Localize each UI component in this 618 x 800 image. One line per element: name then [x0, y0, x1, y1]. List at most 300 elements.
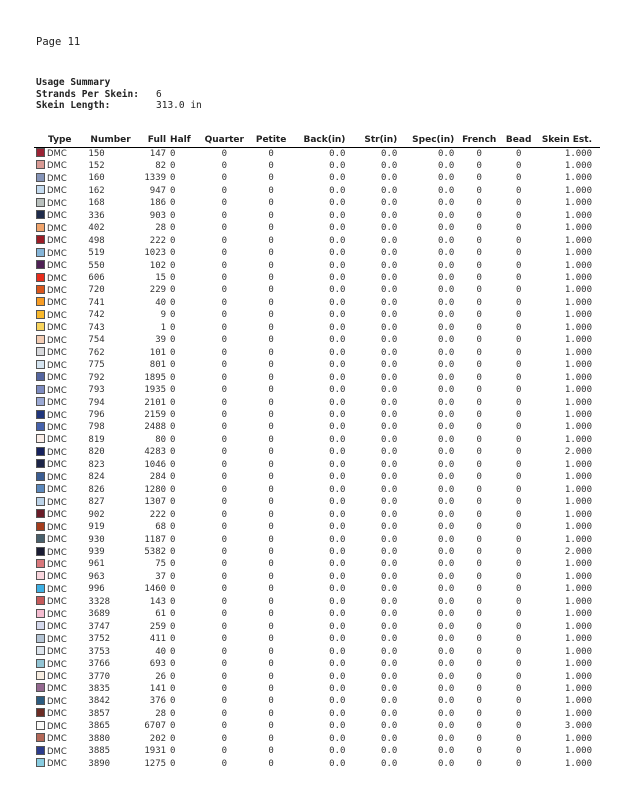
french-count: 0: [476, 509, 482, 520]
quarter-count: 0: [221, 609, 227, 620]
petite-count: 0: [268, 733, 274, 744]
petite-count: 0: [268, 160, 274, 171]
half-count: 0: [170, 285, 176, 296]
back-length: 0.0: [329, 659, 346, 670]
half-count: 0: [170, 422, 176, 433]
back-length: 0.0: [329, 160, 346, 171]
french-count: 0: [476, 584, 482, 595]
quarter-count: 0: [221, 671, 227, 682]
spec-length: 0.0: [438, 609, 455, 620]
skein-estimate: 3.000: [564, 721, 592, 732]
thread-number: 162: [88, 185, 105, 196]
type-cell: [34, 335, 86, 347]
petite-count: 0: [268, 173, 274, 184]
thread-type: DMC: [47, 746, 67, 757]
color-swatch: [36, 397, 45, 406]
half-count: 0: [170, 434, 176, 445]
quarter-count: 0: [221, 322, 227, 333]
spec-length: 0.0: [438, 360, 455, 371]
thread-type: DMC: [47, 659, 67, 670]
back-length: 0.0: [329, 571, 346, 582]
quarter-count: 0: [221, 173, 227, 184]
str-length: 0.0: [381, 509, 398, 520]
table-row: [34, 484, 600, 496]
back-length: 0.0: [329, 210, 346, 221]
half-count: 0: [170, 746, 176, 757]
full-count: 28: [155, 223, 167, 234]
full-count: 1935: [144, 385, 167, 396]
thread-type: DMC: [47, 248, 67, 259]
col-bead: Bead: [502, 134, 535, 148]
table-row: [34, 310, 600, 322]
color-swatch: [36, 646, 45, 655]
full-count: 40: [155, 297, 167, 308]
french-count: 0: [476, 634, 482, 645]
back-length: 0.0: [329, 285, 346, 296]
color-swatch: [36, 160, 45, 169]
thread-number: 152: [88, 160, 105, 171]
skein-estimate: 1.000: [564, 758, 592, 769]
str-length: 0.0: [381, 708, 398, 719]
col-spec: Spec(in): [399, 134, 456, 148]
bead-count: 0: [515, 148, 522, 159]
color-swatch: [36, 584, 45, 593]
french-count: 0: [476, 621, 482, 632]
table-row: [34, 708, 600, 720]
color-swatch: [36, 708, 45, 717]
full-count: 68: [155, 522, 167, 533]
spec-length: 0.0: [438, 683, 455, 694]
back-length: 0.0: [329, 459, 346, 470]
half-count: 0: [170, 335, 176, 346]
str-length: 0.0: [381, 484, 398, 495]
quarter-count: 0: [221, 422, 227, 433]
str-length: 0.0: [381, 472, 398, 483]
thread-number: 606: [88, 273, 105, 284]
thread-type: DMC: [47, 709, 67, 720]
type-cell: [34, 609, 86, 621]
bead-count: 0: [515, 385, 522, 396]
thread-number: 823: [88, 459, 105, 470]
petite-count: 0: [268, 497, 274, 508]
quarter-count: 0: [221, 360, 227, 371]
str-length: 0.0: [381, 347, 398, 358]
french-count: 0: [476, 310, 482, 321]
color-swatch: [36, 173, 45, 182]
full-count: 2159: [144, 410, 167, 421]
half-count: 0: [170, 708, 176, 719]
french-count: 0: [476, 410, 482, 421]
french-count: 0: [476, 360, 482, 371]
bead-count: 0: [515, 484, 522, 495]
thread-type: DMC: [47, 672, 67, 683]
bead-count: 0: [515, 322, 522, 333]
thread-type: DMC: [47, 298, 67, 309]
table-row: [34, 758, 600, 770]
type-cell: [34, 173, 86, 185]
skein-estimate: 1.000: [564, 210, 592, 221]
thread-number: 961: [88, 559, 105, 570]
full-count: 1023: [144, 248, 167, 259]
type-cell: [34, 397, 86, 409]
thread-type: DMC: [47, 323, 67, 334]
quarter-count: 0: [221, 509, 227, 520]
thread-number: 762: [88, 347, 105, 358]
thread-type: DMC: [47, 398, 67, 409]
bead-count: 0: [515, 185, 522, 196]
table-row: [34, 459, 600, 471]
table-row: [34, 223, 600, 235]
skein-estimate: 1.000: [564, 173, 592, 184]
table-row: [34, 385, 600, 397]
spec-length: 0.0: [438, 422, 455, 433]
half-count: 0: [170, 273, 176, 284]
quarter-count: 0: [221, 335, 227, 346]
spec-length: 0.0: [438, 322, 455, 333]
table-row: [34, 733, 600, 745]
skein-estimate: 1.000: [564, 185, 592, 196]
thread-type: DMC: [47, 335, 67, 346]
quarter-count: 0: [221, 696, 227, 707]
half-count: 0: [170, 571, 176, 582]
skein-estimate: 1.000: [564, 148, 592, 159]
thread-type: DMC: [47, 485, 67, 496]
thread-type: DMC: [47, 622, 67, 633]
type-cell: [34, 297, 86, 309]
half-count: 0: [170, 447, 176, 458]
type-cell: [34, 198, 86, 210]
thread-type: DMC: [47, 721, 67, 732]
str-length: 0.0: [381, 683, 398, 694]
half-count: 0: [170, 721, 176, 732]
type-cell: [34, 260, 86, 272]
full-count: 222: [149, 235, 167, 246]
half-count: 0: [170, 683, 176, 694]
petite-count: 0: [268, 609, 274, 620]
col-half: Half: [168, 134, 200, 148]
type-cell: [34, 185, 86, 197]
french-count: 0: [476, 683, 482, 694]
color-swatch: [36, 285, 45, 294]
back-length: 0.0: [329, 372, 346, 383]
half-count: 0: [170, 235, 176, 246]
thread-type: DMC: [47, 447, 67, 458]
table-row: [34, 447, 600, 459]
back-length: 0.0: [329, 509, 346, 520]
half-count: 0: [170, 696, 176, 707]
color-swatch: [36, 683, 45, 692]
thread-type: DMC: [47, 759, 67, 770]
quarter-count: 0: [221, 646, 227, 657]
back-length: 0.0: [329, 385, 346, 396]
spec-length: 0.0: [438, 210, 455, 221]
half-count: 0: [170, 360, 176, 371]
half-count: 0: [170, 497, 176, 508]
str-length: 0.0: [381, 434, 398, 445]
back-length: 0.0: [329, 559, 346, 570]
type-cell: [34, 459, 86, 471]
strands-row: [36, 89, 202, 101]
quarter-count: 0: [221, 260, 227, 271]
table-row: [34, 297, 600, 309]
str-length: 0.0: [381, 758, 398, 769]
quarter-count: 0: [221, 584, 227, 595]
thread-type: DMC: [47, 472, 67, 483]
skein-estimate: 1.000: [564, 235, 592, 246]
str-length: 0.0: [381, 210, 398, 221]
table-row: [34, 160, 600, 172]
french-count: 0: [476, 547, 482, 557]
thread-type: DMC: [47, 522, 67, 533]
type-cell: [34, 522, 86, 534]
spec-length: 0.0: [438, 160, 455, 171]
str-length: 0.0: [381, 260, 398, 271]
skein-estimate: 1.000: [564, 497, 592, 508]
french-count: 0: [476, 534, 482, 545]
color-swatch: [36, 696, 45, 705]
skein-estimate: 1.000: [564, 360, 592, 371]
quarter-count: 0: [221, 347, 227, 358]
bead-count: 0: [515, 360, 522, 371]
type-cell: [34, 223, 86, 235]
color-swatch: [36, 297, 45, 306]
spec-length: 0.0: [438, 509, 455, 520]
full-count: 1275: [144, 758, 167, 769]
petite-count: 0: [268, 547, 274, 557]
half-count: 0: [170, 659, 176, 670]
quarter-count: 0: [221, 248, 227, 259]
skein-estimate: 1.000: [564, 534, 592, 545]
skein-estimate: 1.000: [564, 372, 592, 383]
back-length: 0.0: [329, 609, 346, 620]
quarter-count: 0: [221, 472, 227, 483]
petite-count: 0: [268, 696, 274, 707]
back-length: 0.0: [329, 497, 346, 508]
summary-title: Usage Summary: [36, 77, 111, 88]
strands-value: 6: [156, 88, 162, 100]
skein-estimate: 1.000: [564, 385, 592, 396]
thread-number: 754: [88, 335, 105, 346]
thread-number: 3689: [88, 609, 111, 620]
bead-count: 0: [515, 621, 522, 632]
back-length: 0.0: [329, 235, 346, 246]
spec-length: 0.0: [438, 372, 455, 383]
half-count: 0: [170, 310, 176, 321]
type-cell: [34, 596, 86, 608]
skein-estimate: 1.000: [564, 459, 592, 470]
petite-count: 0: [268, 447, 274, 458]
back-length: 0.0: [329, 173, 346, 184]
full-count: 5382: [144, 547, 167, 557]
thread-number: 3865: [88, 721, 111, 732]
skein-estimate: 1.000: [564, 671, 592, 682]
full-count: 903: [149, 210, 167, 221]
color-swatch: [36, 198, 45, 207]
skein-estimate: 1.000: [564, 273, 592, 284]
type-cell: [34, 385, 86, 397]
str-length: 0.0: [381, 223, 398, 234]
color-swatch: [36, 148, 45, 157]
french-count: 0: [476, 609, 482, 620]
thread-type: DMC: [47, 410, 67, 421]
quarter-count: 0: [221, 434, 227, 445]
half-count: 0: [170, 347, 176, 358]
str-length: 0.0: [381, 584, 398, 595]
french-count: 0: [476, 422, 482, 433]
thread-type: DMC: [47, 460, 67, 471]
skein-length-row: [36, 100, 202, 112]
quarter-count: 0: [221, 659, 227, 670]
table-row: [34, 422, 600, 434]
thread-type: DMC: [47, 211, 67, 222]
french-count: 0: [476, 248, 482, 259]
petite-count: 0: [268, 397, 274, 408]
full-count: 284: [149, 472, 167, 483]
petite-count: 0: [268, 721, 274, 732]
back-length: 0.0: [329, 198, 346, 209]
thread-type: DMC: [47, 223, 67, 234]
table-header: [34, 134, 600, 148]
spec-length: 0.0: [438, 571, 455, 582]
skein-length-value: 313.0 in: [156, 100, 202, 111]
french-count: 0: [476, 160, 482, 171]
thread-number: 827: [88, 497, 105, 508]
bead-count: 0: [515, 721, 522, 732]
skein-estimate: 1.000: [564, 410, 592, 421]
spec-length: 0.0: [438, 335, 455, 346]
spec-length: 0.0: [438, 646, 455, 657]
color-swatch: [36, 721, 45, 730]
thread-type: DMC: [47, 609, 67, 620]
french-count: 0: [476, 459, 482, 470]
french-count: 0: [476, 696, 482, 707]
bead-count: 0: [515, 733, 522, 744]
col-str: Str(in): [347, 134, 399, 148]
half-count: 0: [170, 522, 176, 533]
quarter-count: 0: [221, 198, 227, 209]
petite-count: 0: [268, 248, 274, 259]
table-row: [34, 571, 600, 583]
back-length: 0.0: [329, 696, 346, 707]
bead-count: 0: [515, 248, 522, 259]
table-row: [34, 683, 600, 695]
spec-length: 0.0: [438, 733, 455, 744]
type-cell: [34, 310, 86, 322]
french-count: 0: [476, 385, 482, 396]
spec-length: 0.0: [438, 596, 455, 607]
type-cell: [34, 372, 86, 384]
type-cell: [34, 721, 86, 733]
petite-count: 0: [268, 360, 274, 371]
full-count: 143: [149, 596, 167, 607]
thread-number: 150: [88, 148, 105, 159]
skein-estimate: 1.000: [564, 571, 592, 582]
french-count: 0: [476, 447, 482, 458]
back-length: 0.0: [329, 758, 346, 769]
bead-count: 0: [515, 683, 522, 694]
french-count: 0: [476, 434, 482, 445]
str-length: 0.0: [381, 459, 398, 470]
thread-number: 743: [88, 322, 105, 333]
french-count: 0: [476, 559, 482, 570]
thread-type: DMC: [47, 696, 67, 707]
color-swatch: [36, 310, 45, 319]
table-row: [34, 198, 600, 210]
bead-count: 0: [515, 397, 522, 408]
petite-count: 0: [268, 347, 274, 358]
spec-length: 0.0: [438, 447, 455, 458]
str-length: 0.0: [381, 634, 398, 645]
color-swatch: [36, 758, 45, 767]
french-count: 0: [476, 746, 482, 757]
full-count: 1460: [144, 584, 167, 595]
full-count: 947: [149, 185, 167, 196]
bead-count: 0: [515, 547, 522, 557]
skein-estimate: 1.000: [564, 746, 592, 757]
col-skein-est: Skein Est.: [535, 134, 600, 148]
quarter-count: 0: [221, 733, 227, 744]
bead-count: 0: [515, 534, 522, 545]
spec-length: 0.0: [438, 223, 455, 234]
bead-count: 0: [515, 646, 522, 657]
back-length: 0.0: [329, 322, 346, 333]
french-count: 0: [476, 260, 482, 271]
color-swatch: [36, 223, 45, 232]
bead-count: 0: [515, 335, 522, 346]
bead-count: 0: [515, 509, 522, 520]
table-row: [34, 621, 600, 633]
table-row: [34, 646, 600, 658]
petite-count: 0: [268, 459, 274, 470]
color-swatch: [36, 248, 45, 257]
quarter-count: 0: [221, 484, 227, 495]
str-length: 0.0: [381, 322, 398, 333]
quarter-count: 0: [221, 459, 227, 470]
petite-count: 0: [268, 422, 274, 433]
french-count: 0: [476, 235, 482, 246]
thread-number: 826: [88, 484, 105, 495]
full-count: 4283: [144, 447, 167, 458]
skein-estimate: 1.000: [564, 472, 592, 483]
skein-estimate: 1.000: [564, 733, 592, 744]
french-count: 0: [476, 322, 482, 333]
petite-count: 0: [268, 322, 274, 333]
type-cell: [34, 559, 86, 571]
french-count: 0: [476, 223, 482, 234]
thread-number: 3890: [88, 758, 111, 769]
petite-count: 0: [268, 410, 274, 421]
half-count: 0: [170, 322, 176, 333]
type-cell: [34, 696, 86, 708]
spec-length: 0.0: [438, 758, 455, 769]
table-row: [34, 746, 600, 758]
half-count: 0: [170, 596, 176, 607]
quarter-count: 0: [221, 148, 227, 159]
bead-count: 0: [515, 696, 522, 707]
str-length: 0.0: [381, 646, 398, 657]
half-count: 0: [170, 260, 176, 271]
type-cell: [34, 733, 86, 745]
petite-count: 0: [268, 472, 274, 483]
spec-length: 0.0: [438, 484, 455, 495]
skein-estimate: 1.000: [564, 422, 592, 433]
full-count: 1339: [144, 173, 167, 184]
type-cell: [34, 472, 86, 484]
table-row: [34, 609, 600, 621]
petite-count: 0: [268, 297, 274, 308]
thread-type: DMC: [47, 547, 67, 558]
str-length: 0.0: [381, 160, 398, 171]
